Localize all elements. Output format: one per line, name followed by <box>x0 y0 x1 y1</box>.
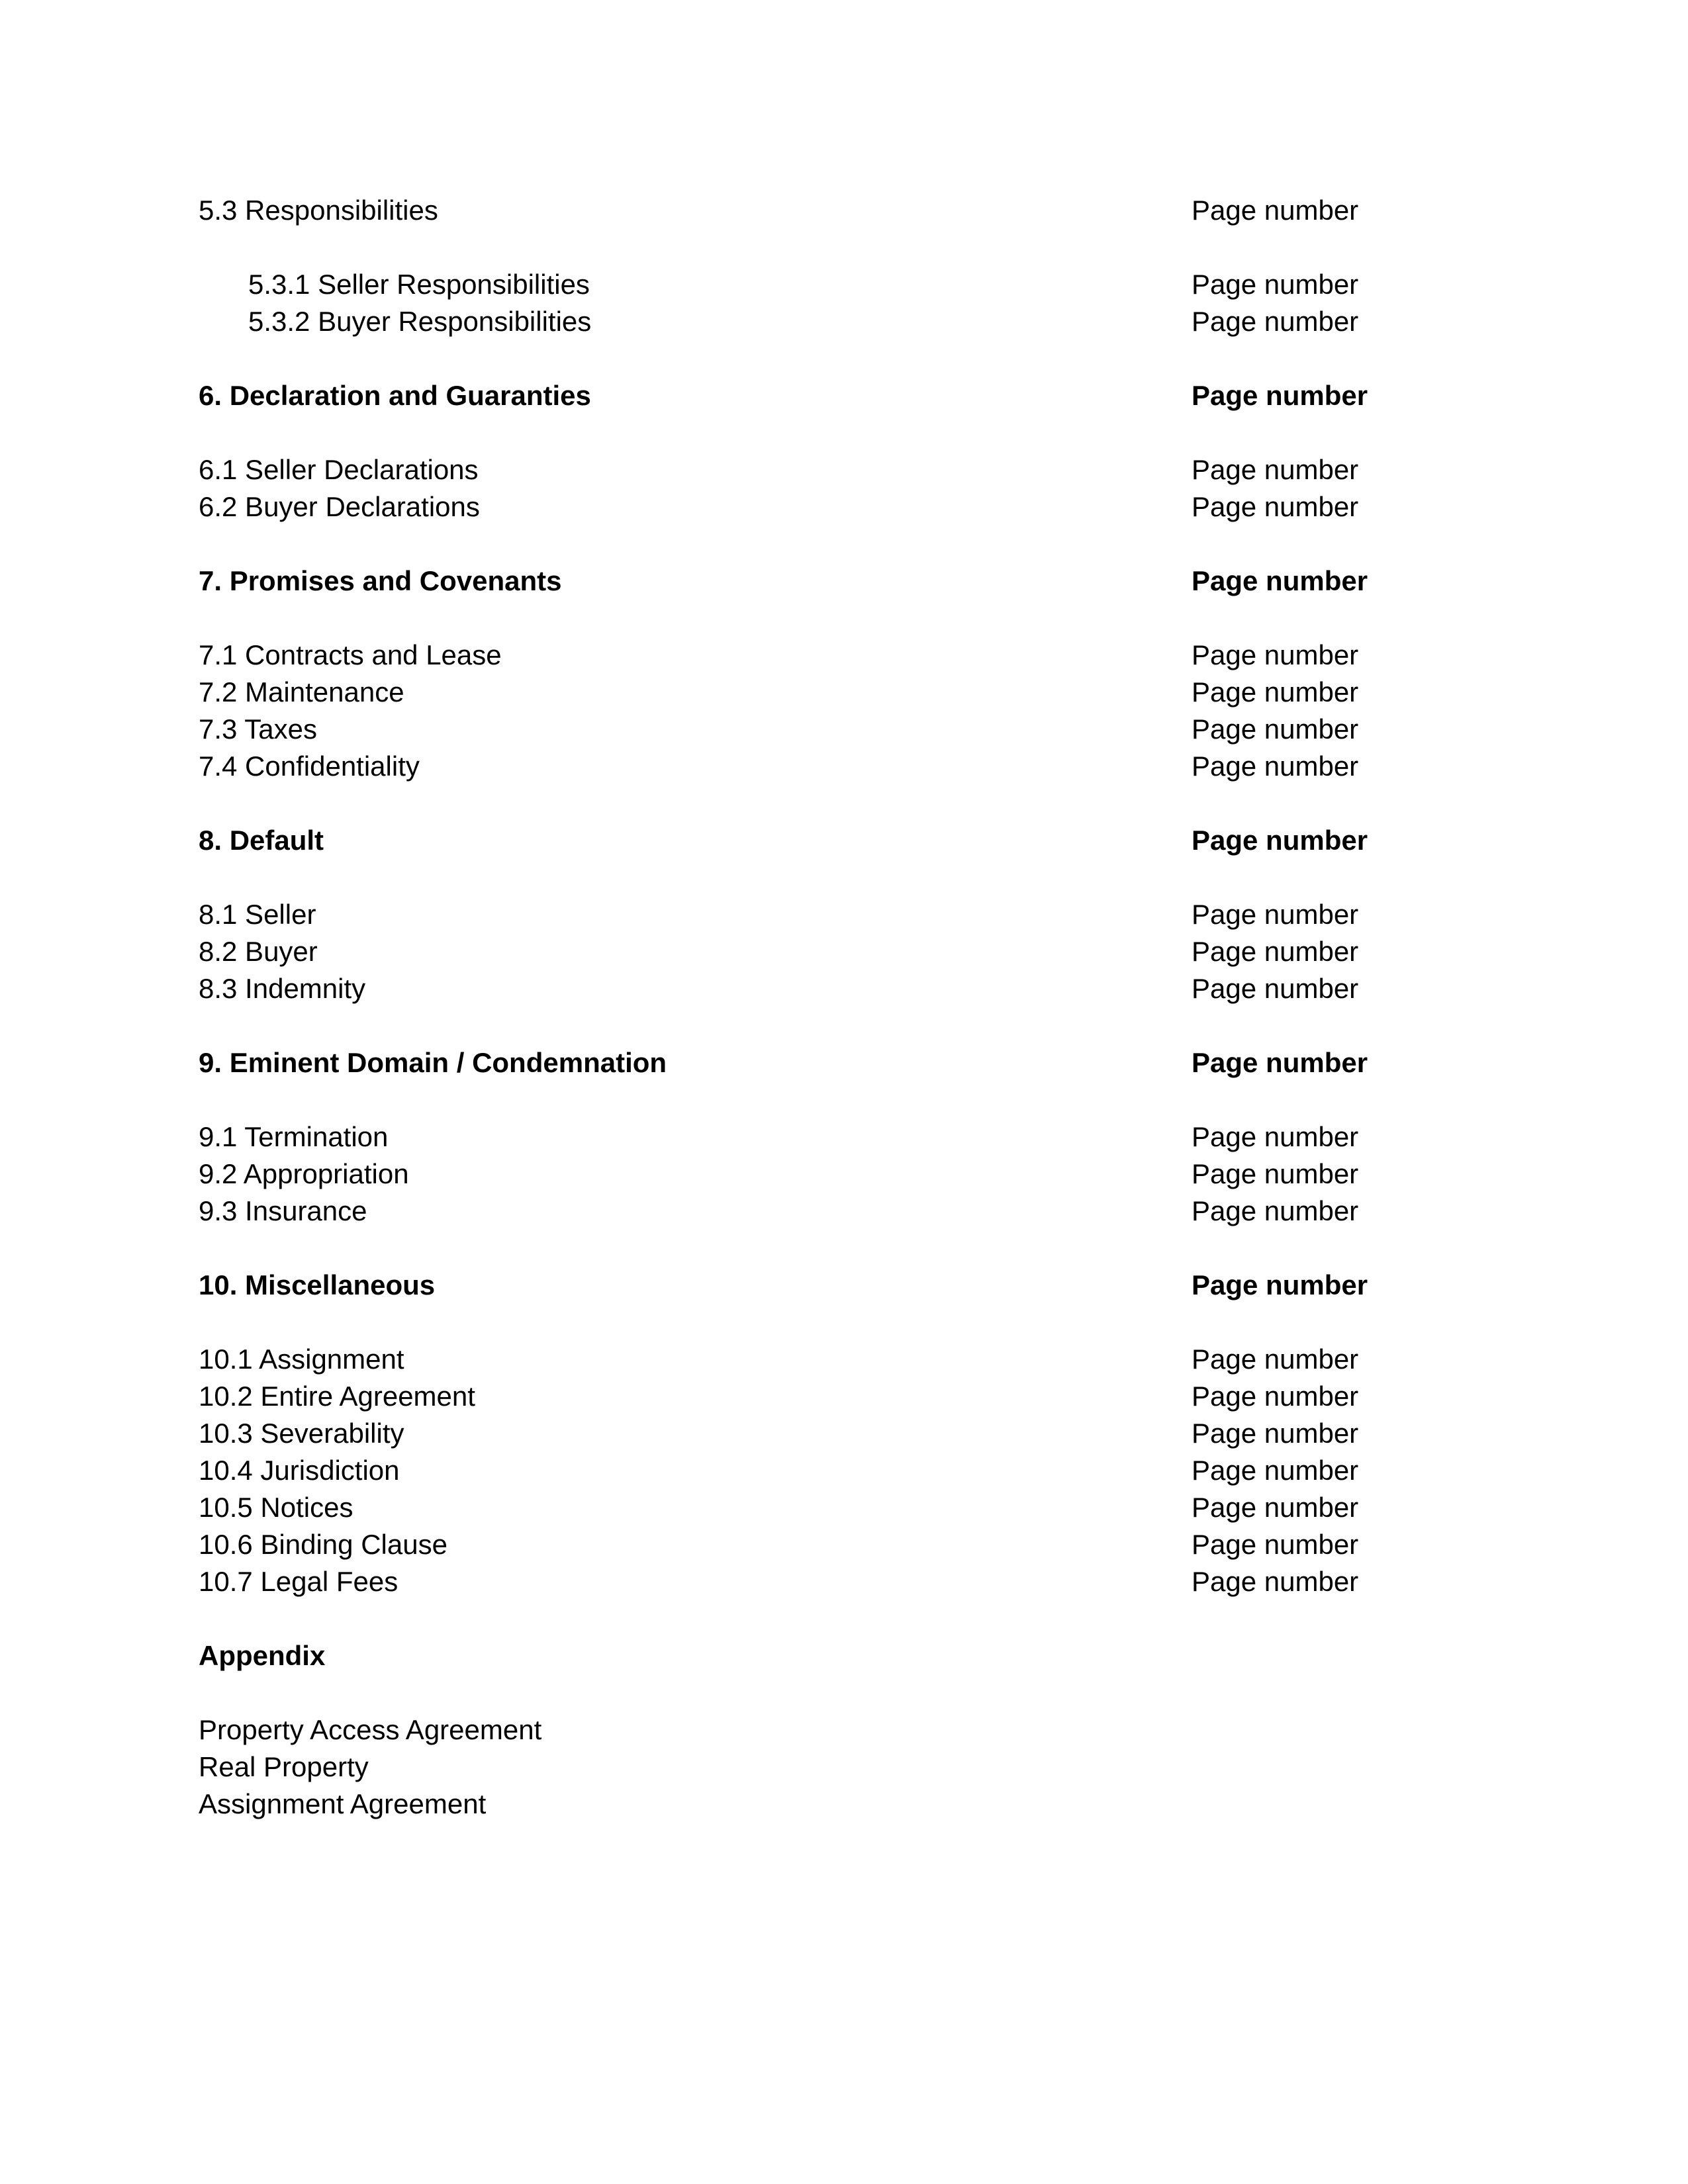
toc-entry-5-3 <box>199 192 1390 229</box>
toc-entry-label: 6.2 Buyer Declarations <box>199 491 480 522</box>
toc-entry-10-2 <box>199 1378 1390 1415</box>
toc-entry-7-3 <box>199 711 1390 748</box>
toc-entry-7-2 <box>199 674 1390 711</box>
toc-section-page: Page number <box>1192 1047 1368 1078</box>
toc-section-7 <box>199 563 1390 600</box>
toc-entry-label: 5.3 Responsibilities <box>199 195 438 226</box>
toc-entry-page: Page number <box>1192 936 1359 967</box>
toc-section-10 <box>199 1267 1390 1304</box>
toc-entry-page: Page number <box>1192 676 1359 707</box>
toc-entry-10-6 <box>199 1526 1390 1563</box>
toc-section-label: 6. Declaration and Guaranties <box>199 380 591 411</box>
toc-entry-label: Assignment Agreement <box>199 1788 487 1819</box>
toc-entry-page: Page number <box>1192 713 1359 745</box>
toc-entry-label: 5.3.2 Buyer Responsibilities <box>248 306 592 337</box>
toc-entry-label: 8.3 Indemnity <box>199 973 366 1004</box>
toc-entry-page: Page number <box>1192 899 1359 930</box>
toc-entry-9-2 <box>199 1156 1390 1193</box>
toc-section-label: 9. Eminent Domain / Condemnation <box>199 1047 667 1078</box>
toc-entry-page: Page number <box>1192 195 1359 226</box>
toc-entry-page: Page number <box>1192 751 1359 782</box>
toc-entry-10-5 <box>199 1489 1390 1526</box>
toc-entry-label: 7.2 Maintenance <box>199 676 404 707</box>
toc-entry-page: Page number <box>1192 1381 1359 1412</box>
toc-entry-label: 8.1 Seller <box>199 899 316 930</box>
toc-entry-page: Page number <box>1192 1195 1359 1226</box>
toc-entry-8-1 <box>199 896 1390 933</box>
toc-section-page: Page number <box>1192 1269 1368 1300</box>
toc-entry-7-1 <box>199 637 1390 674</box>
toc-appendix-item <box>199 1749 1390 1786</box>
toc-entry-page: Page number <box>1192 454 1359 485</box>
toc-entry-label: 5.3.1 Seller Responsibilities <box>248 269 590 300</box>
toc-entry-page: Page number <box>1192 1566 1359 1597</box>
toc-entry-label: 10.7 Legal Fees <box>199 1566 399 1597</box>
toc-entry-5-3-1 <box>199 266 1390 303</box>
toc-section-page: Page number <box>1192 380 1368 411</box>
toc-section-page: Page number <box>1192 565 1368 596</box>
toc-appendix-item <box>199 1786 1390 1823</box>
toc-section-label: Appendix <box>199 1640 326 1671</box>
toc-entry-page: Page number <box>1192 1158 1359 1189</box>
toc-entry-page: Page number <box>1192 306 1359 337</box>
toc-entry-6-1 <box>199 451 1390 488</box>
toc-section-appendix <box>199 1637 1390 1674</box>
toc-entry-9-3 <box>199 1193 1390 1230</box>
toc-section-label: 7. Promises and Covenants <box>199 565 562 596</box>
toc-section-8 <box>199 822 1390 859</box>
toc-entry-label: Property Access Agreement <box>199 1714 542 1745</box>
toc-entry-6-2 <box>199 488 1390 525</box>
toc-entry-7-4 <box>199 748 1390 785</box>
toc-entry-page: Page number <box>1192 1418 1359 1449</box>
toc-entry-page: Page number <box>1192 973 1359 1004</box>
toc-entry-8-2 <box>199 933 1390 970</box>
toc-appendix-item <box>199 1711 1390 1749</box>
toc-entry-label: 10.2 Entire Agreement <box>199 1381 475 1412</box>
toc-entry-label: Real Property <box>199 1751 369 1782</box>
toc-entry-label: 10.3 Severability <box>199 1418 404 1449</box>
toc-entry-page: Page number <box>1192 269 1359 300</box>
toc-entry-8-3 <box>199 970 1390 1007</box>
toc-entry-label: 10.6 Binding Clause <box>199 1529 447 1560</box>
toc-entry-label: 8.2 Buyer <box>199 936 318 967</box>
toc-entry-page: Page number <box>1192 1121 1359 1152</box>
toc-entry-10-3 <box>199 1415 1390 1452</box>
toc-section-label: 10. Miscellaneous <box>199 1269 436 1300</box>
toc-section-6 <box>199 377 1390 414</box>
toc-entry-label: 9.2 Appropriation <box>199 1158 409 1189</box>
toc-entry-label: 9.1 Termination <box>199 1121 389 1152</box>
toc-section-label: 8. Default <box>199 825 324 856</box>
toc-entry-page: Page number <box>1192 639 1359 670</box>
toc-entry-label: 6.1 Seller Declarations <box>199 454 479 485</box>
toc-entry-label: 7.4 Confidentiality <box>199 751 420 782</box>
toc-entry-10-1 <box>199 1341 1390 1378</box>
toc-entry-10-4 <box>199 1452 1390 1489</box>
toc-section-9 <box>199 1044 1390 1081</box>
toc-entry-page: Page number <box>1192 1455 1359 1486</box>
toc-entry-5-3-2 <box>199 303 1390 340</box>
toc-entry-label: 10.5 Notices <box>199 1492 353 1523</box>
toc-entry-page: Page number <box>1192 1492 1359 1523</box>
table-of-contents <box>199 192 1390 1823</box>
toc-entry-page: Page number <box>1192 1529 1359 1560</box>
toc-entry-label: 7.1 Contracts and Lease <box>199 639 502 670</box>
toc-entry-page: Page number <box>1192 1343 1359 1375</box>
toc-entry-9-1 <box>199 1118 1390 1156</box>
toc-entry-label: 9.3 Insurance <box>199 1195 367 1226</box>
toc-entry-page: Page number <box>1192 491 1359 522</box>
toc-entry-label: 10.1 Assignment <box>199 1343 404 1375</box>
toc-section-page: Page number <box>1192 825 1368 856</box>
toc-entry-label: 7.3 Taxes <box>199 713 318 745</box>
toc-entry-10-7 <box>199 1563 1390 1600</box>
toc-entry-label: 10.4 Jurisdiction <box>199 1455 400 1486</box>
